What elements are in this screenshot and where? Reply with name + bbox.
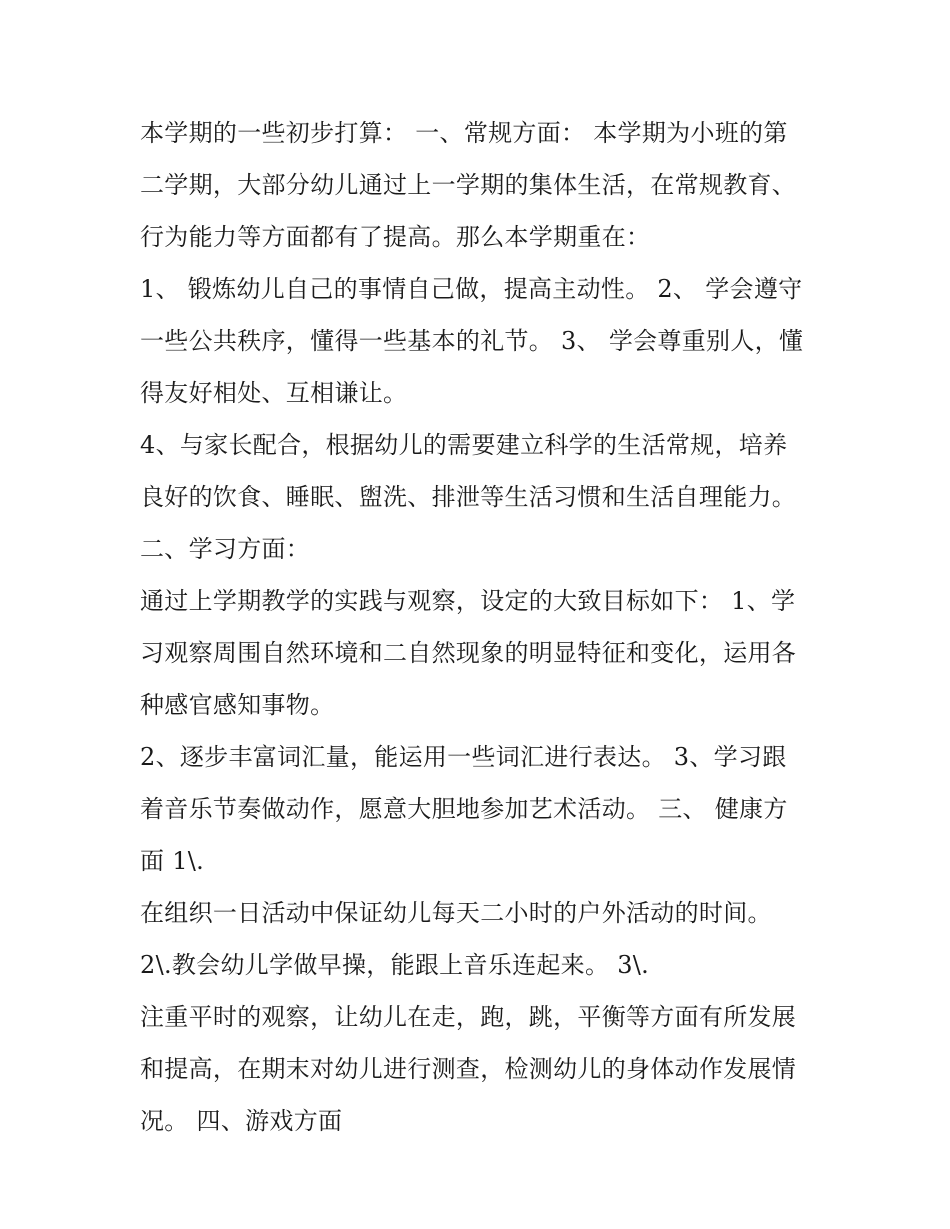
text-line: 得友好相处、互相谦让。	[140, 379, 408, 407]
text-line: 本学期的一些初步打算： 一、常规方面： 本学期为小班的第	[140, 119, 788, 147]
text-line: 二学期，大部分幼儿通过上一学期的集体生活，在常规教育、	[140, 171, 797, 199]
text-line: 种感官感知事物。	[140, 691, 335, 719]
text-line: 2、逐步丰富词汇量，能运用一些词汇进行表达。 3、学习跟	[140, 743, 787, 771]
section-heading: 二、学习方面：	[140, 535, 311, 563]
text-line: 良好的饮食、睡眠、盥洗、排泄等生活习惯和生活自理能力。	[140, 483, 797, 511]
text-line: 一些公共秩序，懂得一些基本的礼节。 3、 学会尊重别人，懂	[140, 327, 804, 355]
text-line: 2\.教会幼儿学做早操，能跟上音乐连起来。 3\.	[140, 951, 650, 979]
document-body	[140, 107, 820, 1147]
text-line: 和提高，在期末对幼儿进行测查，检测幼儿的身体动作发展情	[140, 1055, 797, 1083]
text-line: 在组织一日活动中保证幼儿每天二小时的户外活动的时间。	[140, 899, 772, 927]
text-line: 行为能力等方面都有了提高。那么本学期重在：	[140, 223, 651, 251]
text-line: 着音乐节奏做动作，愿意大胆地参加艺术活动。 三、 健康方	[140, 795, 788, 823]
text-line: 面 1\.	[140, 847, 205, 875]
text-line: 注重平时的观察，让幼儿在走，跑，跳，平衡等方面有所发展	[140, 1003, 797, 1031]
text-line: 况。 四、游戏方面	[140, 1107, 343, 1135]
text-line: 4、与家长配合，根据幼儿的需要建立科学的生活常规，培养	[140, 431, 788, 459]
text-line: 通过上学期教学的实践与观察，设定的大致目标如下： 1、学	[140, 587, 796, 615]
text-line: 1、 锻炼幼儿自己的事情自己做，提高主动性。 2、 学会遵守	[140, 275, 803, 303]
text-line: 习观察周围自然环境和二自然现象的明显特征和变化，运用各	[140, 639, 797, 667]
